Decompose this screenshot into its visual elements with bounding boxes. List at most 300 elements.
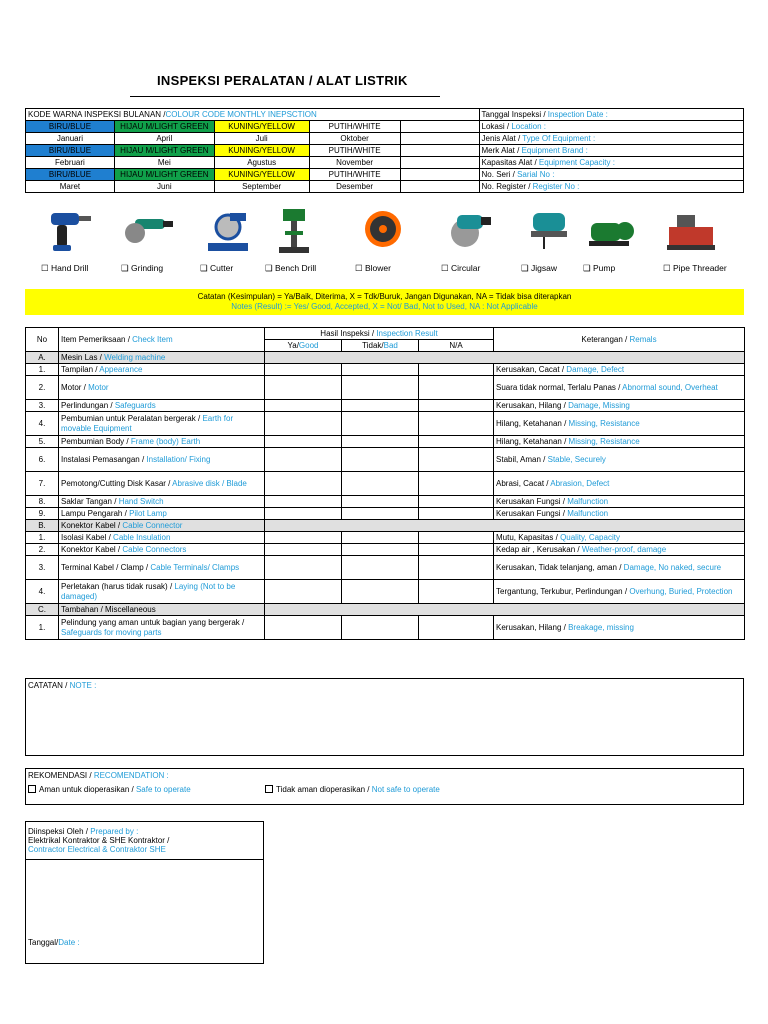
check-item-en: Welding machine	[104, 352, 166, 362]
info-field-en: Equipment Brand :	[521, 145, 588, 155]
color-label: PUTIH/WHITE	[309, 169, 400, 181]
row-number: 1.	[26, 616, 59, 640]
info-field[interactable]	[479, 121, 743, 133]
info-field[interactable]	[479, 157, 743, 169]
row-number: 8.	[26, 496, 59, 508]
month-cell: Desember	[309, 181, 400, 193]
color-label: KUNING/YELLOW	[214, 145, 309, 157]
header-remarks-en: Remals	[629, 334, 657, 344]
result-bad-cell[interactable]	[342, 580, 419, 604]
check-item	[59, 364, 265, 376]
tool-grinding[interactable]	[113, 205, 193, 275]
option-safe-en: Safe to operate	[135, 785, 191, 794]
result-na-cell[interactable]	[419, 532, 494, 544]
check-item-id: Perletakan (harus tidak rusak) /	[61, 581, 173, 591]
color-code-header-en: COLOUR CODE MONTHLY INEPSCTION	[165, 109, 317, 119]
check-item-id: Motor /	[61, 382, 86, 392]
result-bad-cell[interactable]	[342, 400, 419, 412]
remarks-en: Breakage, missing	[568, 622, 634, 632]
check-item	[59, 580, 265, 604]
result-bad-cell[interactable]	[342, 376, 419, 400]
date-label-id: Tanggal/	[28, 938, 59, 947]
header-good-id: Ya/	[287, 340, 299, 350]
check-item	[59, 508, 265, 520]
result-bad-cell[interactable]	[342, 556, 419, 580]
month-row	[26, 181, 744, 193]
info-field-id: Lokasi /	[481, 121, 510, 131]
month-cell: April	[114, 133, 214, 145]
section-row	[26, 604, 745, 616]
result-na-cell[interactable]	[419, 376, 494, 400]
remarks-en: Quality, Capacity	[560, 532, 620, 542]
check-item	[59, 604, 265, 616]
tool-name: Jigsaw	[531, 263, 557, 273]
row-number: 3.	[26, 400, 59, 412]
header-bad-id: Tidak/	[362, 340, 384, 350]
remarks-en: Weather-proof, damage	[581, 544, 667, 554]
remarks-en: Malfunction	[567, 496, 609, 506]
result-bad-cell[interactable]	[342, 508, 419, 520]
remarks-id: Mutu, Kapasitas /	[496, 532, 558, 542]
result-na-cell[interactable]	[419, 400, 494, 412]
tool-label	[583, 263, 615, 274]
header-bad	[342, 340, 419, 352]
color-code-header-id: KODE WARNA INSPEKSI BULANAN /	[28, 109, 166, 119]
row-number: 2.	[26, 376, 59, 400]
result-good-cell[interactable]	[265, 580, 342, 604]
remarks-en: Abrasion, Defect	[550, 478, 610, 488]
check-item	[59, 448, 265, 472]
check-item-en: Appearance	[99, 364, 143, 374]
section-fill	[265, 520, 745, 532]
check-item-en: Laying (Not to be damaged)	[61, 581, 236, 601]
check-item-id: Mesin Las /	[61, 352, 102, 362]
check-item-en: Abrasive disk / Blade	[172, 478, 247, 488]
header-good-en: Good	[298, 340, 319, 350]
month-cell: November	[309, 157, 400, 169]
remarks-en: Overhung, Buried, Protection	[629, 586, 733, 596]
pipe-threader-icon	[663, 205, 719, 255]
remarks-id: Kerusakan Fungsi /	[496, 508, 565, 518]
remarks-id: Hilang, Ketahanan /	[496, 436, 567, 446]
row-number: C.	[26, 604, 59, 616]
info-field-id: Jenis Alat /	[481, 133, 521, 143]
check-item-id: Konektor Kabel /	[61, 520, 121, 530]
header-na: N/A	[419, 340, 494, 352]
info-field[interactable]	[479, 133, 743, 145]
check-item-en: Frame (body) Earth	[130, 436, 201, 446]
color-label: BIRU/BLUE	[26, 121, 115, 133]
row-number: 1.	[26, 532, 59, 544]
month-cell: Juni	[114, 181, 214, 193]
check-item	[59, 616, 265, 640]
month-cell: Juli	[214, 133, 309, 145]
tool-label	[663, 263, 727, 274]
month-cell: Agustus	[214, 157, 309, 169]
header-item-id: Item Pemeriksaan /	[61, 334, 130, 344]
result-na-cell[interactable]	[419, 556, 494, 580]
color-label: PUTIH/WHITE	[309, 145, 400, 157]
color-label: BIRU/BLUE	[26, 169, 115, 181]
info-field-en: Inspection Date :	[547, 109, 608, 119]
tool-checkbox[interactable]: ❑	[265, 263, 273, 273]
row-number: 1.	[26, 364, 59, 376]
row-number: 6.	[26, 448, 59, 472]
header-bad-en: Bad	[383, 340, 398, 350]
result-good-cell[interactable]	[265, 436, 342, 448]
section-row	[26, 520, 745, 532]
month-cell: Oktober	[309, 133, 400, 145]
check-item-en: Pilot Lamp	[129, 508, 167, 518]
tool-hand-drill[interactable]	[33, 205, 113, 275]
remarks	[494, 532, 745, 544]
pump-icon	[583, 205, 639, 255]
prepared-by-en: Prepared by :	[90, 827, 139, 836]
remarks-id: Hilang, Ketahanan /	[496, 418, 567, 428]
tool-label	[200, 263, 233, 274]
row-number: 7.	[26, 472, 59, 496]
check-item-id: Pemotong/Cutting Disk Kasar /	[61, 478, 171, 488]
table-row	[26, 436, 745, 448]
remarks-id: Stabil, Aman /	[496, 454, 546, 464]
remarks	[494, 616, 745, 640]
check-item-id: Tambahan / Miscellaneous	[61, 604, 156, 614]
tool-label	[41, 263, 88, 274]
hand-drill-icon	[41, 205, 97, 255]
remarks-id: Suara tidak normal, Terlalu Panas /	[496, 382, 621, 392]
cutter-icon	[200, 205, 256, 255]
tool-label	[441, 263, 480, 274]
info-field-id: Tanggal Inspeksi /	[481, 109, 546, 119]
header-result	[265, 328, 494, 340]
remarks-id: Kedap air , Kerusakan /	[496, 544, 580, 554]
header-remarks	[494, 328, 745, 352]
option-safe-id: Aman untuk dioperasikan /	[39, 785, 134, 794]
checkbox-unsafe[interactable]	[265, 785, 273, 793]
row-number: B.	[26, 520, 59, 532]
tool-circular[interactable]	[433, 205, 513, 275]
remarks	[494, 580, 745, 604]
check-item	[59, 496, 265, 508]
section-fill	[265, 352, 745, 364]
table-row	[26, 448, 745, 472]
check-item	[59, 532, 265, 544]
info-field[interactable]	[479, 169, 743, 181]
tool-name: Bench Drill	[275, 263, 317, 273]
remarks-id: Kerusakan Fungsi /	[496, 496, 565, 506]
check-item-id: Pembumian Body /	[61, 436, 129, 446]
tool-checkbox[interactable]: ❑	[121, 263, 129, 273]
tool-label	[521, 263, 557, 274]
remarks	[494, 472, 745, 496]
result-good-cell[interactable]	[265, 508, 342, 520]
table-row	[26, 580, 745, 604]
result-na-cell[interactable]	[419, 364, 494, 376]
check-item-en: Safeguards	[114, 400, 156, 410]
table-row	[26, 544, 745, 556]
bench-drill-icon	[265, 205, 321, 255]
result-na-cell[interactable]	[419, 448, 494, 472]
month-cell: Februari	[26, 157, 115, 169]
result-bad-cell[interactable]	[342, 496, 419, 508]
result-bad-cell[interactable]	[342, 412, 419, 436]
spacer-cell	[400, 145, 479, 157]
month-row	[26, 133, 744, 145]
check-item	[59, 520, 265, 532]
info-field-id: No. Seri /	[481, 169, 515, 179]
result-good-cell[interactable]	[265, 496, 342, 508]
check-item	[59, 352, 265, 364]
remarks-en: Damage, No naked, secure	[623, 562, 722, 572]
check-item-id: Pelindung yang aman untuk bagian yang bergerak /	[61, 617, 245, 627]
color-row	[26, 121, 744, 133]
option-unsafe-id: Tidak aman dioperasikan /	[276, 785, 370, 794]
check-item	[59, 412, 265, 436]
tool-label	[355, 263, 391, 274]
result-na-cell[interactable]	[419, 616, 494, 640]
result-bad-cell[interactable]	[342, 436, 419, 448]
month-cell: Mei	[114, 157, 214, 169]
tool-checkbox[interactable]: ☐	[41, 263, 49, 273]
check-item-id: Pembumian untuk Peralatan bergerak /	[61, 413, 201, 423]
remarks-en: Missing, Resistance	[568, 436, 640, 446]
row-number: 5.	[26, 436, 59, 448]
tool-checkbox[interactable]: ❑	[200, 263, 208, 273]
spacer-cell	[400, 157, 479, 169]
tool-checkbox[interactable]: ❑	[583, 263, 591, 273]
notes-line-en: Notes (Result) := Yes/ Good, Accepted, X = Not/ Bad, Not to Used, NA : Not Applicable	[231, 302, 538, 311]
check-item	[59, 472, 265, 496]
checkbox-safe[interactable]	[28, 785, 36, 793]
table-row	[26, 508, 745, 520]
check-item-en: Hand Switch	[118, 496, 164, 506]
tool-checkbox[interactable]: ❑	[521, 263, 529, 273]
month-cell: Januari	[26, 133, 115, 145]
remarks	[494, 412, 745, 436]
header-no: No	[26, 328, 59, 352]
check-item-en: Earth for movable Equipment	[61, 413, 234, 433]
remarks-id: Tergantung, Terkubur, Perlindungan /	[496, 586, 628, 596]
header-remarks-id: Keterangan /	[581, 334, 628, 344]
result-bad-cell[interactable]	[342, 532, 419, 544]
info-field[interactable]	[479, 109, 743, 121]
remarks-en: Damage, Defect	[566, 364, 625, 374]
remarks-id: Abrasi, Cacat /	[496, 478, 549, 488]
result-good-cell[interactable]	[265, 448, 342, 472]
result-na-cell[interactable]	[419, 544, 494, 556]
notes-label	[28, 681, 96, 690]
result-notes	[25, 289, 744, 315]
check-item	[59, 544, 265, 556]
result-na-cell[interactable]	[419, 508, 494, 520]
inspection-table	[25, 327, 745, 640]
remarks	[494, 544, 745, 556]
color-label: BIRU/BLUE	[26, 145, 115, 157]
tool-name: Hand Drill	[51, 263, 89, 273]
result-good-cell[interactable]	[265, 556, 342, 580]
result-na-cell[interactable]	[419, 412, 494, 436]
check-item-en: Safeguards for moving parts	[61, 627, 162, 637]
color-label: PUTIH/WHITE	[309, 121, 400, 133]
check-item-en: Cable Terminals/ Clamps	[150, 562, 240, 572]
color-code-header	[26, 109, 480, 121]
check-item-id: Saklar Tangan /	[61, 496, 117, 506]
code-header-row	[26, 109, 744, 121]
info-field-en: Equipment Capacity :	[538, 157, 615, 167]
check-item	[59, 400, 265, 412]
tool-name: Circular	[451, 263, 481, 273]
check-item-id: Perlindungan /	[61, 400, 113, 410]
header-item-en: Check Item	[132, 334, 173, 344]
remarks	[494, 436, 745, 448]
check-item-en: Installation/ Fixing	[146, 454, 211, 464]
title-underline	[130, 96, 440, 97]
info-field[interactable]	[479, 145, 743, 157]
color-code-table	[25, 108, 744, 193]
result-good-cell[interactable]	[265, 400, 342, 412]
remarks	[494, 400, 745, 412]
tool-name: Blower	[365, 263, 391, 273]
tool-checkbox[interactable]: ☐	[441, 263, 449, 273]
check-item-en: Cable Connectors	[122, 544, 187, 554]
section-row	[26, 352, 745, 364]
check-item-id: Isolasi Kabel /	[61, 532, 111, 542]
result-bad-cell[interactable]	[342, 448, 419, 472]
info-field-id: Merk Alat /	[481, 145, 520, 155]
row-number: 9.	[26, 508, 59, 520]
page-title: INSPEKSI PERALATAN / ALAT LISTRIK	[157, 73, 408, 88]
table-row	[26, 496, 745, 508]
blower-icon	[355, 205, 411, 255]
section-fill	[265, 604, 745, 616]
remarks-en: Malfunction	[567, 508, 609, 518]
header-item	[59, 328, 265, 352]
result-bad-cell[interactable]	[342, 544, 419, 556]
color-row	[26, 145, 744, 157]
option-unsafe-en: Not safe to operate	[371, 785, 440, 794]
row-number: 3.	[26, 556, 59, 580]
notes-line-id: Catatan (Kesimpulan) = Ya/Baik, Diterima, X = Tdk/Buruk, Jangan Digunakan, NA = Tidak bisa diterapkan	[197, 292, 572, 301]
notes-box[interactable]	[25, 678, 744, 756]
result-good-cell[interactable]	[265, 472, 342, 496]
tool-checkbox[interactable]: ☐	[355, 263, 363, 273]
check-item-en: Motor	[88, 382, 109, 392]
row-number: 4.	[26, 412, 59, 436]
result-na-cell[interactable]	[419, 580, 494, 604]
recommendation-label	[28, 771, 169, 780]
contractor-en: Contractor Electrical & Contraktor SHE	[28, 845, 166, 854]
color-label: KUNING/YELLOW	[214, 169, 309, 181]
spacer-cell	[400, 121, 479, 133]
remarks	[494, 364, 745, 376]
table-row	[26, 532, 745, 544]
remarks-id: Kerusakan, Hilang /	[496, 400, 566, 410]
tool-pipe-threader[interactable]	[655, 205, 735, 275]
table-row	[26, 412, 745, 436]
result-na-cell[interactable]	[419, 496, 494, 508]
notes-label-en: NOTE :	[69, 681, 97, 690]
equipment-types	[25, 205, 744, 275]
signature-header	[26, 822, 263, 860]
tool-blower[interactable]	[347, 205, 427, 275]
grinder-icon	[121, 205, 177, 255]
tool-name: Pump	[593, 263, 616, 273]
result-bad-cell[interactable]	[342, 472, 419, 496]
tool-bench-drill[interactable]	[257, 205, 337, 275]
result-good-cell[interactable]	[265, 412, 342, 436]
remarks	[494, 496, 745, 508]
check-item-id: Instalasi Pemasangan /	[61, 454, 145, 464]
table-row	[26, 616, 745, 640]
date-label-en: Date :	[58, 938, 80, 947]
result-good-cell[interactable]	[265, 616, 342, 640]
date-line[interactable]	[28, 938, 80, 947]
option-unsafe[interactable]	[265, 785, 440, 794]
header-good	[265, 340, 342, 352]
month-cell: Maret	[26, 181, 115, 193]
spacer-cell	[400, 181, 479, 193]
tool-checkbox[interactable]: ☐	[663, 263, 671, 273]
recommendation-label-en: RECOMENDATION :	[93, 771, 169, 780]
spacer-cell	[400, 133, 479, 145]
result-good-cell[interactable]	[265, 376, 342, 400]
remarks-en: Stable, Securely	[547, 454, 606, 464]
header-result-en: Inspection Result	[376, 328, 438, 338]
spacer-cell	[400, 169, 479, 181]
tool-label	[121, 263, 163, 274]
jigsaw-icon	[521, 205, 577, 255]
check-item	[59, 376, 265, 400]
row-number: A.	[26, 352, 59, 364]
option-safe[interactable]	[28, 785, 191, 794]
color-label: KUNING/YELLOW	[214, 121, 309, 133]
tool-name: Grinding	[131, 263, 164, 273]
table-row	[26, 400, 745, 412]
info-field-id: No. Register /	[481, 181, 531, 191]
check-item-en: Cable Connector	[122, 520, 183, 530]
result-good-cell[interactable]	[265, 544, 342, 556]
remarks-en: Abnormal sound, Overheat	[622, 382, 718, 392]
signature-box	[25, 821, 264, 964]
recommendation-box	[25, 768, 744, 805]
check-item	[59, 436, 265, 448]
tool-name: Cutter	[210, 263, 234, 273]
result-good-cell[interactable]	[265, 532, 342, 544]
check-item-id: Terminal Kabel / Clamp /	[61, 562, 149, 572]
prepared-by-line	[28, 827, 261, 836]
remarks	[494, 508, 745, 520]
result-good-cell[interactable]	[265, 364, 342, 376]
table-row	[26, 364, 745, 376]
info-field-en: Register No :	[532, 181, 580, 191]
remarks-id: Kerusakan, Tidak telanjang, aman /	[496, 562, 622, 572]
check-item-en: Cable Insulation	[113, 532, 171, 542]
remarks	[494, 448, 745, 472]
info-field[interactable]	[479, 181, 743, 193]
remarks-en: Damage, Missing	[568, 400, 630, 410]
tool-pump[interactable]	[575, 205, 655, 275]
check-item-id: Konektor Kabel /	[61, 544, 121, 554]
notes-label-id: CATATAN /	[28, 681, 68, 690]
remarks-id: Kerusakan, Hilang /	[496, 622, 566, 632]
result-bad-cell[interactable]	[342, 616, 419, 640]
info-field-en: Location :	[511, 121, 547, 131]
info-field-en: Type Of Equipment :	[522, 133, 596, 143]
result-bad-cell[interactable]	[342, 364, 419, 376]
result-na-cell[interactable]	[419, 472, 494, 496]
result-na-cell[interactable]	[419, 436, 494, 448]
check-item	[59, 556, 265, 580]
